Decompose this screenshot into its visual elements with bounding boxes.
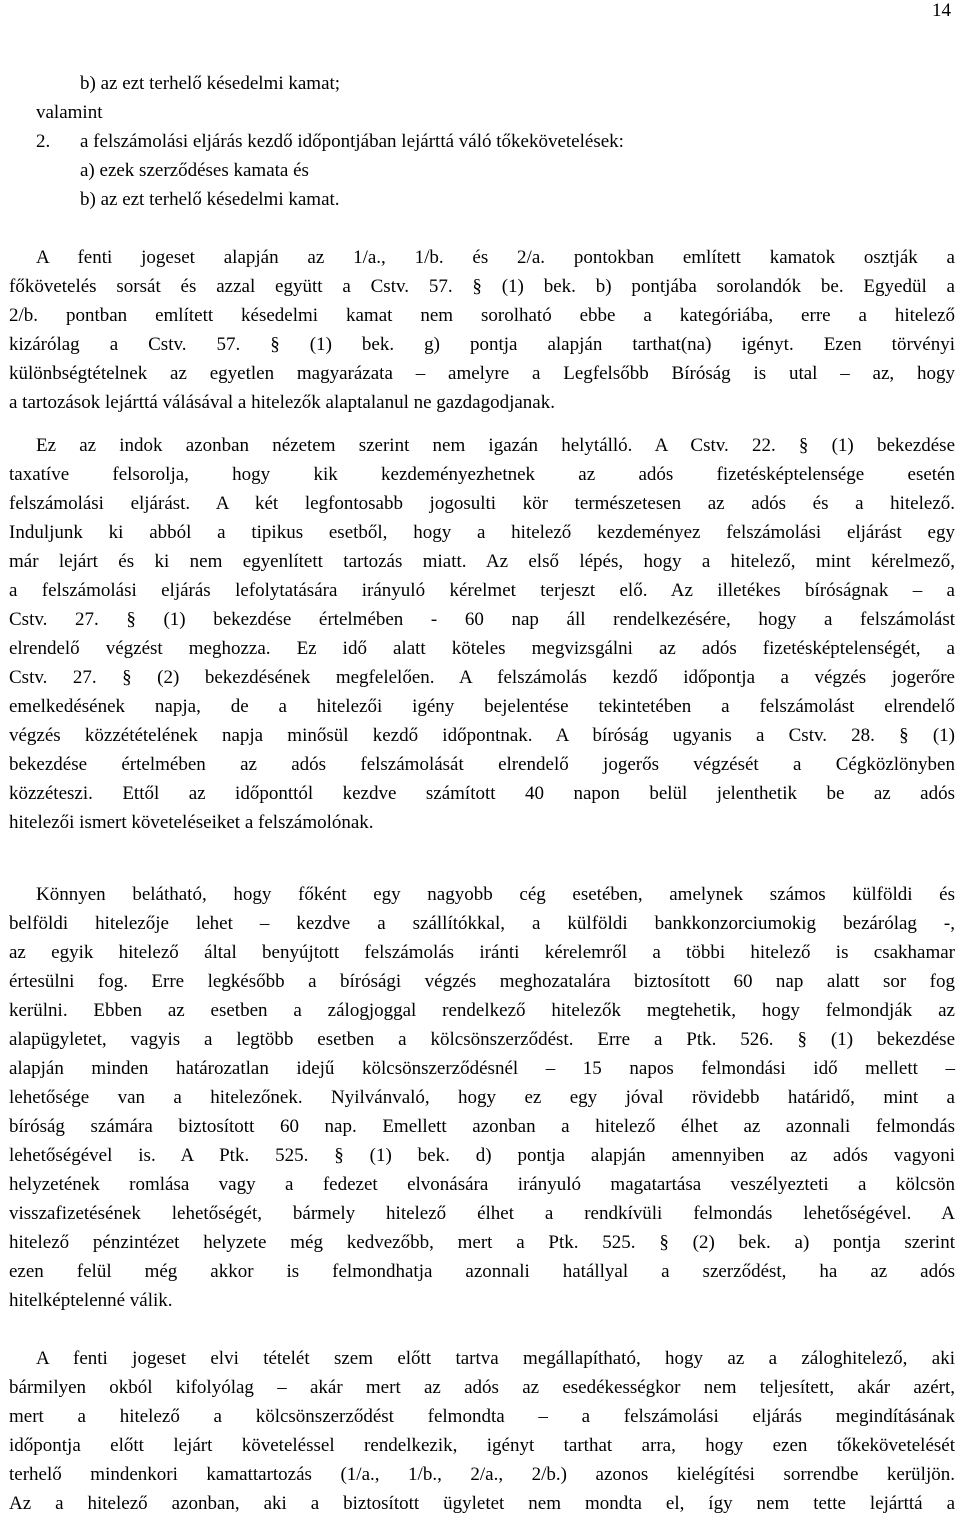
paragraph-line: bármilyen okból kifolyólag – akár mert az adós az esedékességkor nem teljesített, akár azért, <box>9 1377 955 1398</box>
list-line-a-contract-interest: a) ezek szerződéses kamata és <box>80 160 309 181</box>
paragraph-line: taxatíve felsorolja, hogy kik kezdeményezhetnek az adós fizetésképtelensége esetén <box>9 464 955 485</box>
paragraph-line: főkövetelés sorsát és azzal együtt a Cstv. 57. § (1) bek. b) pontjába sorolandók be. Egyedül a <box>9 276 955 297</box>
list-line-b-late-interest-2: b) az ezt terhelő késedelmi kamat. <box>80 189 340 210</box>
paragraph-line: időpontja előtt lejárt követeléssel rendelkezik, igényt tarthat arra, hogy ezen tőkekövetelését <box>9 1435 955 1456</box>
paragraph-line: Induljunk ki abból a tipikus esetből, hogy a hitelező kezdeményez felszámolási eljárást egy <box>9 522 955 543</box>
paragraph-line: emelkedésének napja, de a hitelezői igény bejelentése tekintetében a felszámolást elrendelő <box>9 696 955 717</box>
list-item-text: a felszámolási eljárás kezdő időpontjában lejárttá váló tőkekövetelések: <box>80 131 624 152</box>
paragraph-line: a tartozások lejárttá válásával a hitelezők alaptalanul ne gazdagodjanak. <box>9 392 555 413</box>
list-block <box>9 69 955 214</box>
paragraph-3 <box>9 880 955 1315</box>
paragraph-line: helyzetének romlása vagy a fedezet elvonására irányuló magatartása veszélyezteti a kölcsön <box>9 1174 955 1195</box>
paragraph-line: alapügyletet, vagyis a legtöbb esetben a kölcsönszerződést. Erre a Ptk. 526. § (1) bekezdése <box>9 1029 955 1050</box>
paragraph-line: A fenti jogeset alapján az 1/a., 1/b. és 2/a. pontokban említett kamatok osztják a <box>36 247 955 268</box>
list-line-b-late-interest: b) az ezt terhelő késedelmi kamat; <box>80 73 341 94</box>
paragraph-line: közzéteszi. Ettől az időponttól kezdve számított 40 napon belül jelenthetik be az adós <box>9 783 955 804</box>
paragraph-line: kerülni. Ebben az esetben a zálogjoggal rendelkező hitelezők megtehetik, hogy felmondják az <box>9 1000 955 1021</box>
paragraph-line: bekezdése értelmében az adós felszámolását elrendelő jogerős végzését a Cégközlönyben <box>9 754 955 775</box>
paragraph-line: hitelező pénzintézet helyzete még kedvezőbb, mert a Ptk. 525. § (2) bek. a) pontja szerint <box>9 1232 955 1253</box>
paragraph-line: ezen felül még akkor is felmondhatja azonnali hatállyal a szerződést, ha az adós <box>9 1261 955 1282</box>
paragraph-line: Cstv. 27. § (1) bekezdése értelmében - 60 nap áll rendelkezésére, hogy a felszámolást <box>9 609 955 630</box>
paragraph-line: 2/b. pontban említett késedelmi kamat nem sorolható ebbe a kategóriába, erre a hitelező <box>9 305 955 326</box>
paragraph-4 <box>9 1344 955 1518</box>
page-number: 14 <box>932 0 951 21</box>
paragraph-line: hitelképtelenné válik. <box>9 1290 173 1311</box>
paragraph-line: Az a hitelező azonban, aki a biztosított ügyletet nem mondta el, így nem tette lejárttá a <box>9 1493 955 1514</box>
paragraph-line: alapján minden határozatlan idejű kölcsönszerződésnél – 15 napos felmondási idő mellett – <box>9 1058 955 1079</box>
list-item-number: 2. <box>36 131 51 152</box>
paragraph-line: hitelezői ismert követeléseiket a felszámolónak. <box>9 812 374 833</box>
paragraph-line: elrendelő végzést meghozza. Ez idő alatt köteles megvizsgálni az adós fizetésképtelenségét, a <box>9 638 955 659</box>
paragraph-line: különbségtételnek az egyetlen magyarázata – amelyre a Legfelsőbb Bíróság is utal – az, hogy <box>9 363 955 384</box>
list-item-2 <box>9 127 955 156</box>
paragraph-line: az egyik hitelező által benyújtott felszámolás iránti kérelemről a többi hitelező is csakhamar <box>9 942 955 963</box>
paragraph-line: A fenti jogeset elvi tételét szem előtt tartva megállapítható, hogy az a záloghitelező, aki <box>36 1348 955 1369</box>
paragraph-2 <box>9 431 955 837</box>
paragraph-line: már lejárt és ki nem egyenlített tartozás miatt. Az első lépés, hogy a hitelező, mint kérelmező, <box>9 551 955 572</box>
paragraph-line: a felszámolási eljárás lefolytatására irányuló kérelmet terjeszt elő. Az illetékes bíróságnak – a <box>9 580 955 601</box>
document-body <box>9 69 955 1518</box>
list-line-valamint: valamint <box>36 102 103 123</box>
paragraph-line: Ez az indok azonban nézetem szerint nem igazán helytálló. A Cstv. 22. § (1) bekezdése <box>36 435 955 456</box>
paragraph-line: mert a hitelező a kölcsönszerződést felmondta – a felszámolási eljárás megindításának <box>9 1406 955 1427</box>
paragraph-line: visszafizetésének lehetőségét, bármely hitelező élhet a rendkívüli felmondás lehetőségével. A <box>9 1203 955 1224</box>
paragraph-line: értesülni fog. Erre legkésőbb a bírósági végzés meghozatalára biztosított 60 nap alatt sor fog <box>9 971 955 992</box>
paragraph-line: lehetősége van a hitelezőnek. Nyilvánvaló, hogy ez egy jóval rövidebb határidő, mint a <box>9 1087 955 1108</box>
paragraph-line: végzés közzétételének napja minősül kezdő időpontnak. A bíróság ugyanis a Cstv. 28. § (1) <box>9 725 955 746</box>
paragraph-line: lehetőségével is. A Ptk. 525. § (1) bek. d) pontja alapján amennyiben az adós vagyoni <box>9 1145 955 1166</box>
paragraph-line: belföldi hitelezője lehet – kezdve a szállítókkal, a külföldi bankkonzorciumokig bezárólag -, <box>9 913 955 934</box>
paragraph-line: terhelő mindenkori kamattartozás (1/a., 1/b., 2/a., 2/b.) azonos kielégítési sorrendbe kerüljön. <box>9 1464 955 1485</box>
paragraph-line: Könnyen belátható, hogy főként egy nagyobb cég esetében, amelynek számos külföldi és <box>36 884 955 905</box>
paragraph-line: Cstv. 27. § (2) bekezdésének megfelelően. A felszámolás kezdő időpontja a végzés jogerőre <box>9 667 955 688</box>
paragraph-line: bíróság számára biztosított 60 nap. Emellett azonban a hitelező élhet az azonnali felmondás <box>9 1116 955 1137</box>
paragraph-1 <box>9 243 955 417</box>
paragraph-line: felszámolási eljárást. A két legfontosabb jogosulti kör természetesen az adós és a hitelező. <box>9 493 955 514</box>
paragraph-line: kizárólag a Cstv. 57. § (1) bek. g) pontja alapján tarthat(na) igényt. Ezen törvényi <box>9 334 955 355</box>
